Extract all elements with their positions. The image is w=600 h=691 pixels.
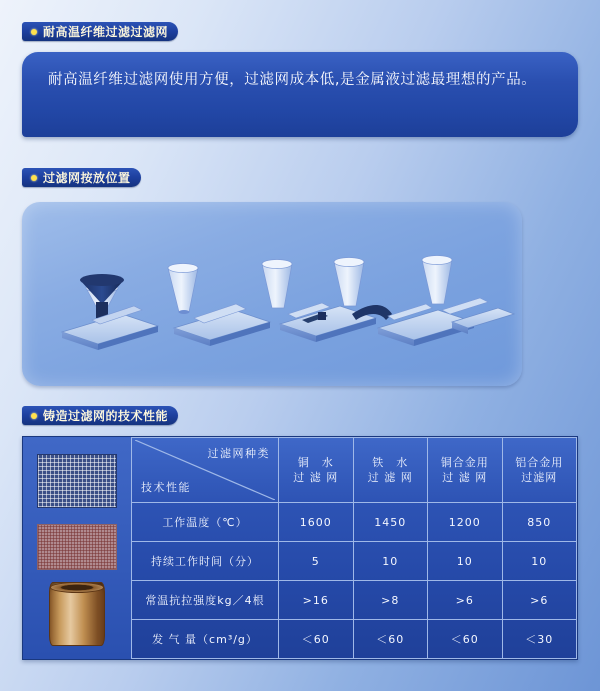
bullet-dot-icon (31, 175, 37, 181)
column-header-4-line2: 过滤网 (521, 471, 558, 484)
column-header-3 (428, 438, 503, 503)
bullet-dot-icon (31, 413, 37, 419)
intro-panel (22, 52, 578, 137)
section-heading-3-label: 铸造过滤网的技术性能 (43, 408, 169, 423)
column-header-3-line1: 铜合金用 (440, 456, 489, 469)
table-corner-cell (132, 438, 279, 503)
row-3-header: 常温抗拉强度kg／4根 (132, 581, 279, 620)
sample-images-cell (23, 438, 132, 659)
column-header-2 (353, 438, 428, 503)
column-header-4 (502, 438, 577, 503)
column-header-3-line2: 过 滤 网 (442, 471, 488, 484)
intro-text: 耐高温纤维过滤网使用方便，过滤网成本低,是金属液过滤最理想的产品。 (48, 72, 537, 88)
row-4-col-3: ＜60 (428, 620, 503, 659)
row-4-header: 发 气 量（cm³/g） (132, 620, 279, 659)
bullet-dot-icon (31, 29, 37, 35)
row-2-col-2: 10 (353, 542, 428, 581)
section-heading-3 (22, 406, 178, 425)
row-1-col-2: 1450 (353, 503, 428, 542)
row-3-col-1: >16 (279, 581, 354, 620)
placement-diagram-illustration (22, 202, 522, 386)
row-4-col-1: ＜60 (279, 620, 354, 659)
row-1-col-3: 1200 (428, 503, 503, 542)
row-4-col-4: ＜30 (502, 620, 577, 659)
column-header-2-line2: 过 滤 网 (367, 471, 413, 484)
section-heading-1 (22, 22, 178, 41)
row-3-col-3: >6 (428, 581, 503, 620)
column-header-1-line2: 过 滤 网 (293, 471, 339, 484)
corner-perf-label: 技术性能 (141, 481, 191, 494)
row-1-col-1: 1600 (279, 503, 354, 542)
section-heading-2-label: 过滤网按放位置 (43, 170, 131, 185)
row-2-header: 持续工作时间（分） (132, 542, 279, 581)
performance-table (23, 437, 577, 659)
row-3-col-4: >6 (502, 581, 577, 620)
row-2-col-1: 5 (279, 542, 354, 581)
column-header-1-line1: 铜 水 (297, 456, 334, 469)
mesh-sample-red-icon (37, 524, 117, 570)
corner-kind-label: 过滤网种类 (207, 447, 270, 460)
row-2-col-4: 10 (502, 542, 577, 581)
placement-diagram-panel (22, 202, 522, 386)
row-1-header: 工作温度（℃） (132, 503, 279, 542)
performance-table-container (22, 436, 578, 660)
tube-sample-icon (49, 582, 105, 646)
row-2-col-3: 10 (428, 542, 503, 581)
column-header-2-line1: 铁 水 (372, 456, 409, 469)
column-header-1 (279, 438, 354, 503)
row-1-col-4: 850 (502, 503, 577, 542)
column-header-4-line1: 铝合金用 (515, 456, 564, 469)
row-3-col-2: >8 (353, 581, 428, 620)
row-4-col-2: ＜60 (353, 620, 428, 659)
table-header-row (23, 438, 577, 503)
section-heading-1-label: 耐高温纤维过滤过滤网 (43, 24, 169, 39)
mesh-sample-dark-icon (37, 454, 117, 508)
section-heading-2 (22, 168, 141, 187)
